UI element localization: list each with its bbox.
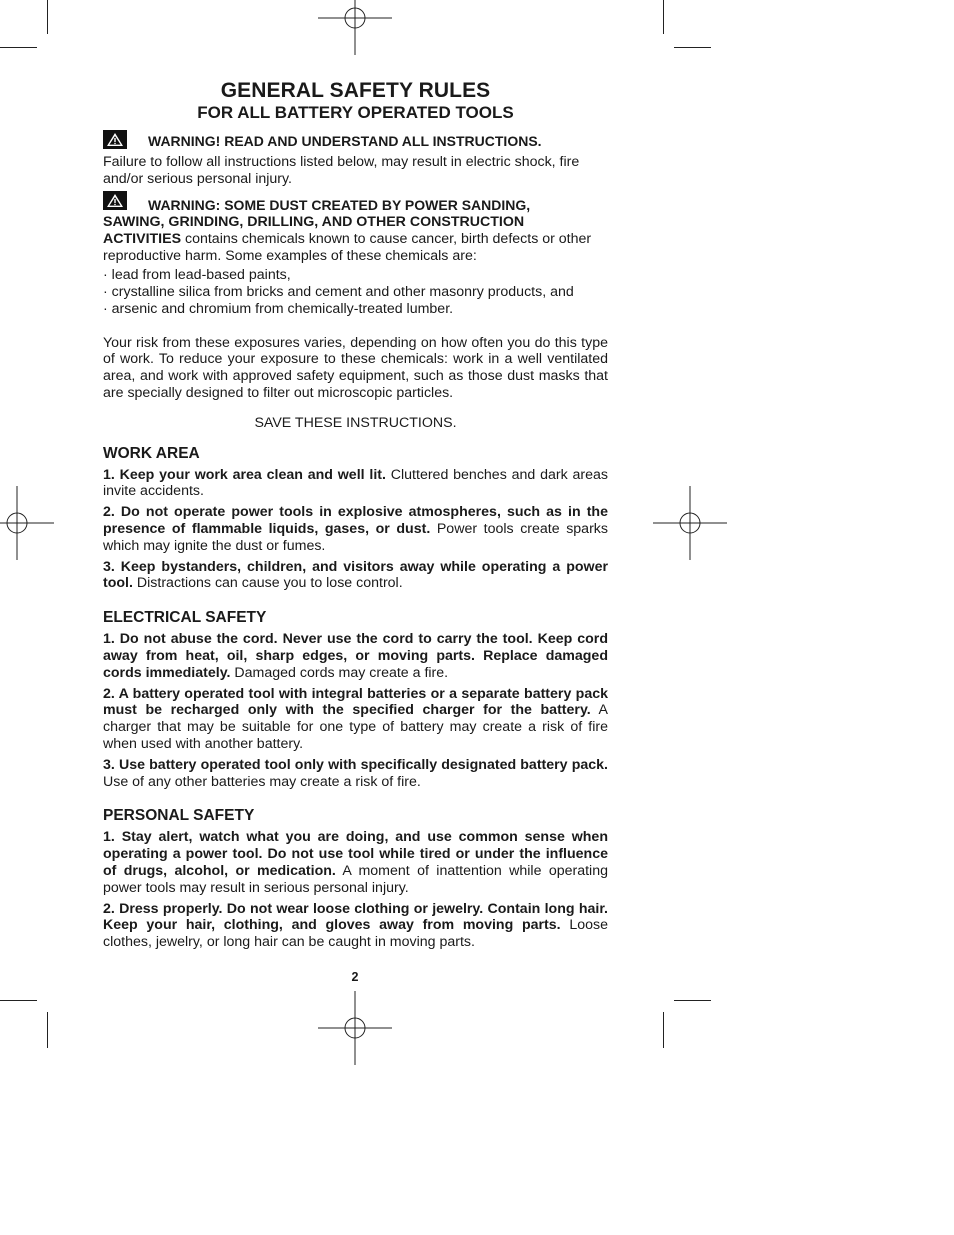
list-item — [103, 631, 608, 681]
list-item — [103, 467, 608, 501]
warning-text: Failure to follow all instructions listed below, may result in electric shock, fire and/or serious personal injury. — [103, 153, 580, 187]
section-heading-personal-safety: PERSONAL SAFETY — [103, 807, 255, 825]
warning-heading: WARNING! READ AND UNDERSTAND ALL INSTRUCTIONS. — [148, 133, 542, 149]
rule-bold: 2. Do not operate power tools in explosive atmospheres, such as in the presence of flammable liquids, gases, or dust. — [103, 504, 608, 537]
crop-mark — [47, 0, 48, 34]
rule-text: Damaged cords may create a fire. — [230, 664, 449, 681]
chemical-list — [103, 267, 608, 318]
rule-text: Loose clothes, jewelry, or long hair can be caught in moving parts. — [103, 917, 608, 951]
list-item — [103, 901, 608, 951]
section-heading-work-area: WORK AREA — [103, 444, 200, 462]
warning-dust-heading-line1: WARNING: SOME DUST CREATED BY POWER SANDING, — [148, 197, 531, 214]
save-instructions: SAVE THESE INSTRUCTIONS. — [254, 414, 457, 431]
crop-mark — [0, 47, 37, 48]
list-item — [103, 829, 608, 896]
warning-dust-heading — [103, 191, 608, 214]
warning-triangle-icon — [103, 130, 127, 149]
crop-mark — [663, 0, 664, 34]
document-page — [103, 79, 608, 955]
list-item: · arsenic and chromium from chemically-treated lumber. — [103, 300, 454, 317]
list-item — [103, 686, 608, 753]
registration-mark-top — [318, 0, 392, 55]
rule-bold: 1. Do not abuse the cord. Never use the cord to carry the tool. Keep cord away from heat, oil, sharp edges, or moving parts. Replace damaged cords immediately. — [103, 631, 608, 681]
rule-text: Use of any other batteries may create a risk of fire. — [103, 773, 421, 790]
warning-dust-heading-line2: SAWING, GRINDING, DRILLING, AND OTHER CONSTRUCTION — [103, 214, 525, 231]
warning-dust — [103, 191, 608, 401]
warning-dust-bold: ACTIVITIES — [103, 230, 182, 247]
registration-mark-left — [0, 486, 54, 560]
rule-text: Power tools create sparks which may ignite the dust or fumes. — [103, 520, 608, 554]
crop-mark — [0, 1000, 37, 1001]
page-title: GENERAL SAFETY RULES — [220, 79, 491, 102]
warning-dust-text — [103, 231, 608, 265]
rule-bold: 2. Dress properly. Do not wear loose clothing or jewelry. Contain long hair. Keep your hair, clothing, and gloves away from moving parts. — [103, 900, 608, 934]
rule-text: Distractions can cause you to lose control. — [132, 575, 403, 592]
rule-text: A moment of inattention while operating power tools may result in serious personal injury. — [103, 862, 608, 896]
crop-mark — [674, 1000, 711, 1001]
crop-mark — [663, 1012, 664, 1048]
rule-bold: 1. Keep your work area clean and well lit. — [103, 466, 386, 483]
crop-mark — [674, 47, 711, 48]
section-heading-electrical-safety: ELECTRICAL SAFETY — [103, 609, 267, 627]
list-item: · crystalline silica from bricks and cement and other masonry products, and — [103, 283, 574, 300]
list-item — [103, 757, 608, 791]
rule-text: A charger that may be suitable for one type of battery may create a risk of fire when used with another battery. — [103, 702, 608, 752]
rule-text: Cluttered benches and dark areas invite accidents. — [103, 466, 608, 500]
list-item — [103, 559, 608, 593]
rule-bold: 2. A battery operated tool with integral batteries or a separate battery pack must be recharged only with the specified charger for the battery. — [103, 685, 608, 719]
page-subtitle: FOR ALL BATTERY OPERATED TOOLS — [197, 103, 514, 122]
warning-triangle-icon — [103, 191, 127, 210]
rule-bold: 3. Use battery operated tool only with specifically designated battery pack. — [103, 756, 608, 773]
page-number: 2 — [351, 970, 359, 984]
warning-read-instructions — [103, 130, 608, 150]
list-item — [103, 504, 608, 554]
list-item: · lead from lead-based paints, — [103, 266, 291, 283]
risk-paragraph: Your risk from these exposures varies, depending on how often you do this type of work. To reduce your exposure to these chemicals: work in a well ventilated area, and work with approved safety equipment, such as those dust masks that are specially designed to filter out microscopic particles. — [103, 334, 608, 401]
crop-mark — [47, 1012, 48, 1048]
rule-bold: 3. Keep bystanders, children, and visitors away while operating a power tool. — [103, 558, 608, 592]
registration-mark-right — [653, 486, 727, 560]
rule-bold: 1. Stay alert, watch what you are doing, and use common sense when operating a power tool. Do not use tool while tired or under the influence of drugs, alcohol, or medication. — [103, 829, 608, 879]
warning-dust-body: contains chemicals known to cause cancer, birth defects or other reproductive harm. Some examples of these chemicals are: — [103, 230, 592, 264]
registration-mark-bottom — [318, 991, 392, 1065]
